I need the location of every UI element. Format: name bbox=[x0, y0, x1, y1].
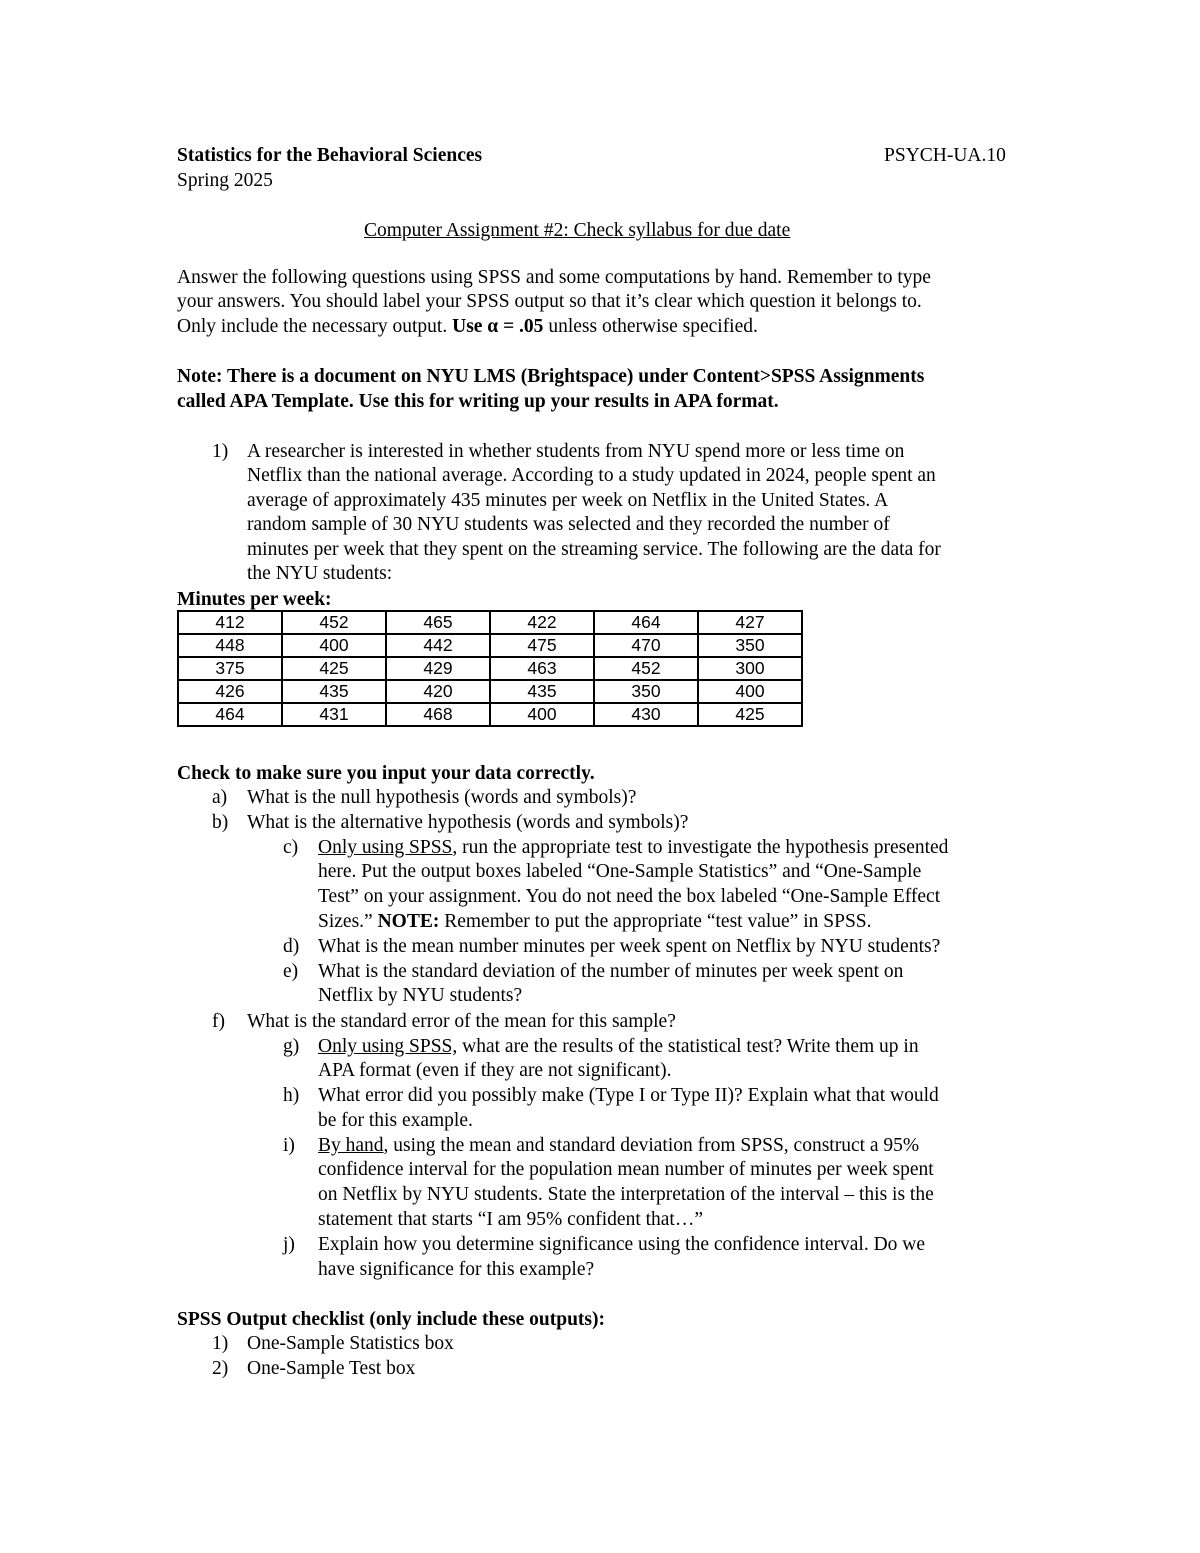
subquestion-text: What is the standard error of the mean for this sample? bbox=[247, 1011, 676, 1032]
table-cell: 425 bbox=[698, 703, 802, 726]
subquestion-text: have significance for this example? bbox=[318, 1259, 595, 1280]
table-cell: 470 bbox=[594, 634, 698, 657]
table-label: Minutes per week: bbox=[177, 589, 332, 610]
note-line: called APA Template. Use this for writing up your results in APA format. bbox=[177, 391, 779, 412]
data-table bbox=[177, 610, 803, 727]
subquestion-text bbox=[318, 1037, 919, 1057]
subquestion-marker: d) bbox=[283, 936, 300, 957]
checklist-heading: SPSS Output checklist (only include these outputs): bbox=[177, 1309, 605, 1330]
table-cell: 464 bbox=[594, 611, 698, 634]
subquestion-text-part: , using the mean and standard deviation from SPSS, construct a 95% bbox=[383, 1135, 920, 1156]
table-cell: 400 bbox=[490, 703, 594, 726]
checklist-marker: 1) bbox=[212, 1333, 229, 1354]
subquestion-text: Netflix by NYU students? bbox=[318, 985, 523, 1006]
subquestion-text: Test” on your assignment. You do not need the box labeled “One-Sample Effect bbox=[318, 886, 941, 907]
subquestion-text: APA format (even if they are not significant). bbox=[318, 1060, 672, 1081]
subquestion-text: here. Put the output boxes labeled “One-Sample Statistics” and “One-Sample bbox=[318, 861, 922, 882]
emphasis-underline: Only using SPSS bbox=[318, 837, 453, 858]
subquestion-text: statement that starts “I am 95% confident that…” bbox=[318, 1209, 704, 1230]
emphasis-underline: By hand bbox=[318, 1135, 384, 1156]
table-row bbox=[178, 680, 802, 703]
question-number: 1) bbox=[212, 441, 229, 462]
subquestion-text-part: , run the appropriate test to investigate the hypothesis presented bbox=[452, 837, 949, 858]
subquestion-text: What is the null hypothesis (words and symbols)? bbox=[247, 787, 637, 808]
table-cell: 400 bbox=[698, 680, 802, 703]
subquestion-text bbox=[318, 1136, 919, 1156]
intro-text: Only include the necessary output. bbox=[177, 316, 453, 337]
table-cell: 452 bbox=[282, 611, 386, 634]
table-cell: 412 bbox=[178, 611, 282, 634]
subquestion-text bbox=[318, 912, 872, 932]
assignment-title: Computer Assignment #2: Check syllabus for due date bbox=[364, 220, 791, 241]
subquestion-text: What is the alternative hypothesis (words and symbols)? bbox=[247, 812, 689, 833]
checklist-marker: 2) bbox=[212, 1358, 229, 1379]
subquestion-text: What is the standard deviation of the number of minutes per week spent on bbox=[318, 961, 904, 982]
subquestion-marker: e) bbox=[283, 961, 299, 982]
subquestion-marker: i) bbox=[283, 1135, 295, 1156]
table-row bbox=[178, 634, 802, 657]
table-cell: 475 bbox=[490, 634, 594, 657]
question-text-line: Netflix than the national average. According to a study updated in 2024, people spent an bbox=[247, 465, 936, 486]
subquestion-marker: f) bbox=[212, 1011, 225, 1032]
subquestion-text: on Netflix by NYU students. State the interpretation of the interval – this is the bbox=[318, 1184, 934, 1205]
table-cell: 452 bbox=[594, 657, 698, 680]
table-cell: 375 bbox=[178, 657, 282, 680]
subquestion-text: What is the mean number minutes per week spent on Netflix by NYU students? bbox=[318, 936, 941, 957]
table-cell: 435 bbox=[490, 680, 594, 703]
table-cell: 430 bbox=[594, 703, 698, 726]
checklist-item: One-Sample Statistics box bbox=[247, 1333, 454, 1354]
table-cell: 427 bbox=[698, 611, 802, 634]
term: Spring 2025 bbox=[177, 170, 273, 191]
question-text-line: random sample of 30 NYU students was selected and they recorded the number of bbox=[247, 514, 890, 535]
table-row bbox=[178, 703, 802, 726]
subquestion-marker: a) bbox=[212, 787, 228, 808]
subquestion-marker: h) bbox=[283, 1085, 300, 1106]
subquestion-marker: c) bbox=[283, 837, 299, 858]
course-title: Statistics for the Behavioral Sciences bbox=[177, 145, 483, 166]
course-code: PSYCH-UA.10 bbox=[884, 145, 1006, 166]
table-cell: 435 bbox=[282, 680, 386, 703]
question-text-line: the NYU students: bbox=[247, 563, 393, 584]
table-cell: 422 bbox=[490, 611, 594, 634]
table-cell: 426 bbox=[178, 680, 282, 703]
subquestion-text: confidence interval for the population mean number of minutes per week spent bbox=[318, 1159, 934, 1180]
table-cell: 425 bbox=[282, 657, 386, 680]
table-cell: 420 bbox=[386, 680, 490, 703]
note-line: Note: There is a document on NYU LMS (Brightspace) under Content>SPSS Assignments bbox=[177, 366, 925, 387]
table-cell: 429 bbox=[386, 657, 490, 680]
table-cell: 465 bbox=[386, 611, 490, 634]
table-row bbox=[178, 657, 802, 680]
alpha-spec: Use α = .05 bbox=[452, 316, 544, 337]
subquestion-marker: g) bbox=[283, 1036, 300, 1057]
table-cell: 400 bbox=[282, 634, 386, 657]
table-cell: 463 bbox=[490, 657, 594, 680]
table-cell: 431 bbox=[282, 703, 386, 726]
subquestion-marker: j) bbox=[283, 1234, 295, 1255]
table-cell: 442 bbox=[386, 634, 490, 657]
subquestion-text: be for this example. bbox=[318, 1110, 473, 1131]
subquestion-text bbox=[318, 838, 948, 858]
intro-line bbox=[177, 317, 758, 337]
note-label: NOTE: bbox=[377, 911, 440, 932]
intro-text: unless otherwise specified. bbox=[543, 316, 758, 337]
subquestion-text: Explain how you determine significance using the confidence interval. Do we bbox=[318, 1234, 926, 1255]
intro-line: your answers. You should label your SPSS output so that it’s clear which question it belongs to. bbox=[177, 291, 922, 312]
subquestion-marker: b) bbox=[212, 812, 229, 833]
subquestion-text: What error did you possibly make (Type I or Type II)? Explain what that would bbox=[318, 1085, 939, 1106]
subquestion-text-part: what are the results of the statistical test? Write them up in bbox=[457, 1036, 919, 1057]
table-cell: 350 bbox=[594, 680, 698, 703]
question-text-line: A researcher is interested in whether students from NYU spend more or less time on bbox=[247, 441, 905, 462]
check-heading: Check to make sure you input your data correctly. bbox=[177, 763, 595, 784]
subquestion-text-part: Remember to put the appropriate “test value” in SPSS. bbox=[439, 911, 872, 932]
table-row bbox=[178, 611, 802, 634]
checklist-item: One-Sample Test box bbox=[247, 1358, 416, 1379]
table-cell: 300 bbox=[698, 657, 802, 680]
table-cell: 464 bbox=[178, 703, 282, 726]
emphasis-underline: Only using SPSS, bbox=[318, 1036, 458, 1057]
table-cell: 448 bbox=[178, 634, 282, 657]
subquestion-text-part: Sizes.” bbox=[318, 911, 378, 932]
intro-line: Answer the following questions using SPSS and some computations by hand. Remember to type bbox=[177, 267, 931, 288]
question-text-line: average of approximately 435 minutes per week on Netflix in the United States. A bbox=[247, 490, 889, 511]
table-cell: 350 bbox=[698, 634, 802, 657]
table-cell: 468 bbox=[386, 703, 490, 726]
question-text-line: minutes per week that they spent on the streaming service. The following are the data for bbox=[247, 539, 941, 560]
